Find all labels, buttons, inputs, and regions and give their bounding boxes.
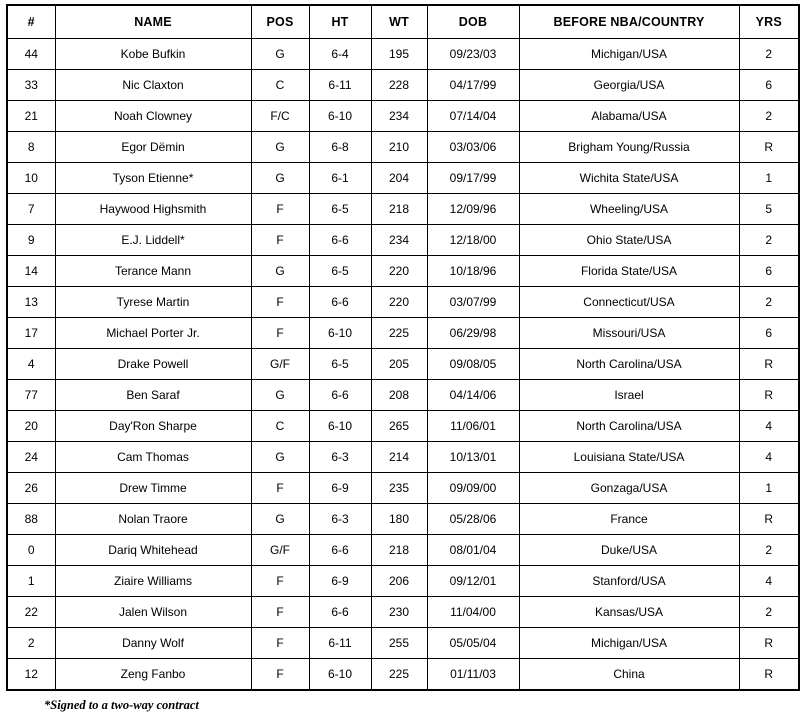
player-number-cell: 21 — [7, 101, 55, 132]
player-dob-cell: 05/28/06 — [427, 504, 519, 535]
table-row — [7, 504, 799, 535]
player-pos-cell: G — [251, 380, 309, 411]
column-header-number: # — [7, 5, 55, 39]
player-years-cell: R — [739, 504, 799, 535]
player-years-cell: R — [739, 659, 799, 691]
player-height-cell: 6-4 — [309, 39, 371, 70]
table-row — [7, 256, 799, 287]
table-row — [7, 101, 799, 132]
player-before-nba-cell: North Carolina/USA — [519, 411, 739, 442]
player-pos-cell: F — [251, 287, 309, 318]
player-before-nba-cell: Wichita State/USA — [519, 163, 739, 194]
player-before-nba-cell: Wheeling/USA — [519, 194, 739, 225]
player-number-cell: 14 — [7, 256, 55, 287]
player-weight-cell: 220 — [371, 287, 427, 318]
player-name-cell: Ziaire Williams — [55, 566, 251, 597]
player-years-cell: 2 — [739, 101, 799, 132]
player-years-cell: 5 — [739, 194, 799, 225]
player-pos-cell: C — [251, 70, 309, 101]
player-name-cell: Zeng Fanbo — [55, 659, 251, 691]
player-years-cell: R — [739, 628, 799, 659]
column-header-yrs: YRS — [739, 5, 799, 39]
table-row — [7, 225, 799, 256]
player-weight-cell: 180 — [371, 504, 427, 535]
player-pos-cell: F — [251, 225, 309, 256]
player-number-cell: 44 — [7, 39, 55, 70]
player-number-cell: 33 — [7, 70, 55, 101]
table-row — [7, 659, 799, 691]
table-body — [7, 39, 799, 691]
player-before-nba-cell: Missouri/USA — [519, 318, 739, 349]
player-pos-cell: F — [251, 628, 309, 659]
player-dob-cell: 11/06/01 — [427, 411, 519, 442]
player-pos-cell: G/F — [251, 535, 309, 566]
player-before-nba-cell: Gonzaga/USA — [519, 473, 739, 504]
player-years-cell: R — [739, 349, 799, 380]
player-height-cell: 6-10 — [309, 318, 371, 349]
player-years-cell: 2 — [739, 535, 799, 566]
player-years-cell: 6 — [739, 256, 799, 287]
player-before-nba-cell: China — [519, 659, 739, 691]
table-row — [7, 566, 799, 597]
player-name-cell: Drake Powell — [55, 349, 251, 380]
player-number-cell: 12 — [7, 659, 55, 691]
player-dob-cell: 03/07/99 — [427, 287, 519, 318]
player-dob-cell: 09/23/03 — [427, 39, 519, 70]
player-height-cell: 6-5 — [309, 349, 371, 380]
player-number-cell: 20 — [7, 411, 55, 442]
player-height-cell: 6-6 — [309, 225, 371, 256]
player-name-cell: Haywood Highsmith — [55, 194, 251, 225]
player-number-cell: 7 — [7, 194, 55, 225]
player-years-cell: 6 — [739, 70, 799, 101]
player-dob-cell: 07/14/04 — [427, 101, 519, 132]
player-pos-cell: F/C — [251, 101, 309, 132]
player-height-cell: 6-9 — [309, 566, 371, 597]
player-pos-cell: G — [251, 132, 309, 163]
table-row — [7, 194, 799, 225]
player-pos-cell: F — [251, 473, 309, 504]
player-dob-cell: 10/13/01 — [427, 442, 519, 473]
player-name-cell: E.J. Liddell* — [55, 225, 251, 256]
table-row — [7, 287, 799, 318]
column-header-before-nba: BEFORE NBA/COUNTRY — [519, 5, 739, 39]
player-height-cell: 6-3 — [309, 504, 371, 535]
player-years-cell: R — [739, 132, 799, 163]
player-number-cell: 22 — [7, 597, 55, 628]
player-before-nba-cell: Israel — [519, 380, 739, 411]
player-dob-cell: 06/29/98 — [427, 318, 519, 349]
player-pos-cell: G — [251, 256, 309, 287]
table-row — [7, 132, 799, 163]
player-before-nba-cell: Brigham Young/Russia — [519, 132, 739, 163]
player-number-cell: 0 — [7, 535, 55, 566]
column-header-dob: DOB — [427, 5, 519, 39]
player-weight-cell: 225 — [371, 659, 427, 691]
column-header-ht: HT — [309, 5, 371, 39]
player-before-nba-cell: Connecticut/USA — [519, 287, 739, 318]
player-height-cell: 6-1 — [309, 163, 371, 194]
player-name-cell: Jalen Wilson — [55, 597, 251, 628]
roster-table — [6, 4, 800, 691]
player-number-cell: 26 — [7, 473, 55, 504]
player-number-cell: 24 — [7, 442, 55, 473]
player-before-nba-cell: North Carolina/USA — [519, 349, 739, 380]
player-weight-cell: 208 — [371, 380, 427, 411]
player-name-cell: Egor Dëmin — [55, 132, 251, 163]
player-pos-cell: F — [251, 318, 309, 349]
player-before-nba-cell: Michigan/USA — [519, 628, 739, 659]
player-dob-cell: 12/18/00 — [427, 225, 519, 256]
player-height-cell: 6-11 — [309, 70, 371, 101]
player-number-cell: 10 — [7, 163, 55, 194]
player-dob-cell: 09/12/01 — [427, 566, 519, 597]
player-number-cell: 2 — [7, 628, 55, 659]
player-years-cell: 2 — [739, 39, 799, 70]
player-years-cell: 1 — [739, 473, 799, 504]
player-height-cell: 6-5 — [309, 194, 371, 225]
player-pos-cell: F — [251, 597, 309, 628]
player-name-cell: Danny Wolf — [55, 628, 251, 659]
player-name-cell: Cam Thomas — [55, 442, 251, 473]
table-row — [7, 163, 799, 194]
player-name-cell: Kobe Bufkin — [55, 39, 251, 70]
player-pos-cell: C — [251, 411, 309, 442]
player-before-nba-cell: Stanford/USA — [519, 566, 739, 597]
player-before-nba-cell: France — [519, 504, 739, 535]
player-name-cell: Day'Ron Sharpe — [55, 411, 251, 442]
player-height-cell: 6-6 — [309, 287, 371, 318]
player-height-cell: 6-5 — [309, 256, 371, 287]
player-dob-cell: 12/09/96 — [427, 194, 519, 225]
header-row — [7, 5, 799, 39]
player-dob-cell: 03/03/06 — [427, 132, 519, 163]
player-weight-cell: 210 — [371, 132, 427, 163]
player-years-cell: 4 — [739, 411, 799, 442]
player-dob-cell: 01/11/03 — [427, 659, 519, 691]
player-height-cell: 6-6 — [309, 380, 371, 411]
player-before-nba-cell: Kansas/USA — [519, 597, 739, 628]
player-dob-cell: 04/14/06 — [427, 380, 519, 411]
player-name-cell: Terance Mann — [55, 256, 251, 287]
player-years-cell: 2 — [739, 287, 799, 318]
table-row — [7, 349, 799, 380]
player-name-cell: Nic Claxton — [55, 70, 251, 101]
player-weight-cell: 206 — [371, 566, 427, 597]
player-pos-cell: G — [251, 504, 309, 535]
player-dob-cell: 09/09/00 — [427, 473, 519, 504]
player-name-cell: Nolan Traore — [55, 504, 251, 535]
player-height-cell: 6-9 — [309, 473, 371, 504]
player-weight-cell: 225 — [371, 318, 427, 349]
player-years-cell: R — [739, 380, 799, 411]
player-name-cell: Michael Porter Jr. — [55, 318, 251, 349]
player-number-cell: 9 — [7, 225, 55, 256]
player-number-cell: 4 — [7, 349, 55, 380]
player-height-cell: 6-3 — [309, 442, 371, 473]
player-height-cell: 6-10 — [309, 101, 371, 132]
player-years-cell: 6 — [739, 318, 799, 349]
player-before-nba-cell: Georgia/USA — [519, 70, 739, 101]
player-before-nba-cell: Ohio State/USA — [519, 225, 739, 256]
player-dob-cell: 11/04/00 — [427, 597, 519, 628]
column-header-pos: POS — [251, 5, 309, 39]
player-pos-cell: G — [251, 39, 309, 70]
player-number-cell: 8 — [7, 132, 55, 163]
player-number-cell: 17 — [7, 318, 55, 349]
player-weight-cell: 205 — [371, 349, 427, 380]
player-height-cell: 6-6 — [309, 535, 371, 566]
player-pos-cell: F — [251, 194, 309, 225]
player-name-cell: Tyrese Martin — [55, 287, 251, 318]
player-weight-cell: 234 — [371, 101, 427, 132]
player-pos-cell: F — [251, 566, 309, 597]
player-weight-cell: 214 — [371, 442, 427, 473]
player-before-nba-cell: Duke/USA — [519, 535, 739, 566]
table-row — [7, 39, 799, 70]
table-row — [7, 70, 799, 101]
table-row — [7, 473, 799, 504]
table-row — [7, 411, 799, 442]
player-height-cell: 6-10 — [309, 411, 371, 442]
table-row — [7, 535, 799, 566]
player-number-cell: 13 — [7, 287, 55, 318]
player-before-nba-cell: Florida State/USA — [519, 256, 739, 287]
table-header — [7, 5, 799, 39]
player-years-cell: 2 — [739, 225, 799, 256]
player-pos-cell: F — [251, 659, 309, 691]
player-number-cell: 77 — [7, 380, 55, 411]
player-weight-cell: 228 — [371, 70, 427, 101]
player-before-nba-cell: Alabama/USA — [519, 101, 739, 132]
player-height-cell: 6-10 — [309, 659, 371, 691]
column-header-wt: WT — [371, 5, 427, 39]
player-name-cell: Tyson Etienne* — [55, 163, 251, 194]
player-name-cell: Drew Timme — [55, 473, 251, 504]
player-weight-cell: 234 — [371, 225, 427, 256]
player-weight-cell: 218 — [371, 535, 427, 566]
player-pos-cell: G — [251, 442, 309, 473]
player-height-cell: 6-6 — [309, 597, 371, 628]
player-weight-cell: 255 — [371, 628, 427, 659]
player-height-cell: 6-11 — [309, 628, 371, 659]
player-pos-cell: G — [251, 163, 309, 194]
table-row — [7, 597, 799, 628]
player-years-cell: 2 — [739, 597, 799, 628]
player-dob-cell: 10/18/96 — [427, 256, 519, 287]
player-name-cell: Ben Saraf — [55, 380, 251, 411]
player-number-cell: 88 — [7, 504, 55, 535]
player-before-nba-cell: Louisiana State/USA — [519, 442, 739, 473]
player-pos-cell: G/F — [251, 349, 309, 380]
player-weight-cell: 235 — [371, 473, 427, 504]
player-number-cell: 1 — [7, 566, 55, 597]
player-dob-cell: 04/17/99 — [427, 70, 519, 101]
player-years-cell: 4 — [739, 566, 799, 597]
player-years-cell: 1 — [739, 163, 799, 194]
player-dob-cell: 09/08/05 — [427, 349, 519, 380]
player-weight-cell: 230 — [371, 597, 427, 628]
table-row — [7, 380, 799, 411]
player-weight-cell: 218 — [371, 194, 427, 225]
player-name-cell: Dariq Whitehead — [55, 535, 251, 566]
player-dob-cell: 05/05/04 — [427, 628, 519, 659]
table-row — [7, 442, 799, 473]
table-row — [7, 628, 799, 659]
table-row — [7, 318, 799, 349]
player-height-cell: 6-8 — [309, 132, 371, 163]
player-before-nba-cell: Michigan/USA — [519, 39, 739, 70]
footnote: *Signed to a two-way contract — [44, 698, 199, 712]
player-dob-cell: 09/17/99 — [427, 163, 519, 194]
player-dob-cell: 08/01/04 — [427, 535, 519, 566]
player-years-cell: 4 — [739, 442, 799, 473]
player-name-cell: Noah Clowney — [55, 101, 251, 132]
column-header-name: NAME — [55, 5, 251, 39]
player-weight-cell: 195 — [371, 39, 427, 70]
player-weight-cell: 220 — [371, 256, 427, 287]
player-weight-cell: 265 — [371, 411, 427, 442]
player-weight-cell: 204 — [371, 163, 427, 194]
